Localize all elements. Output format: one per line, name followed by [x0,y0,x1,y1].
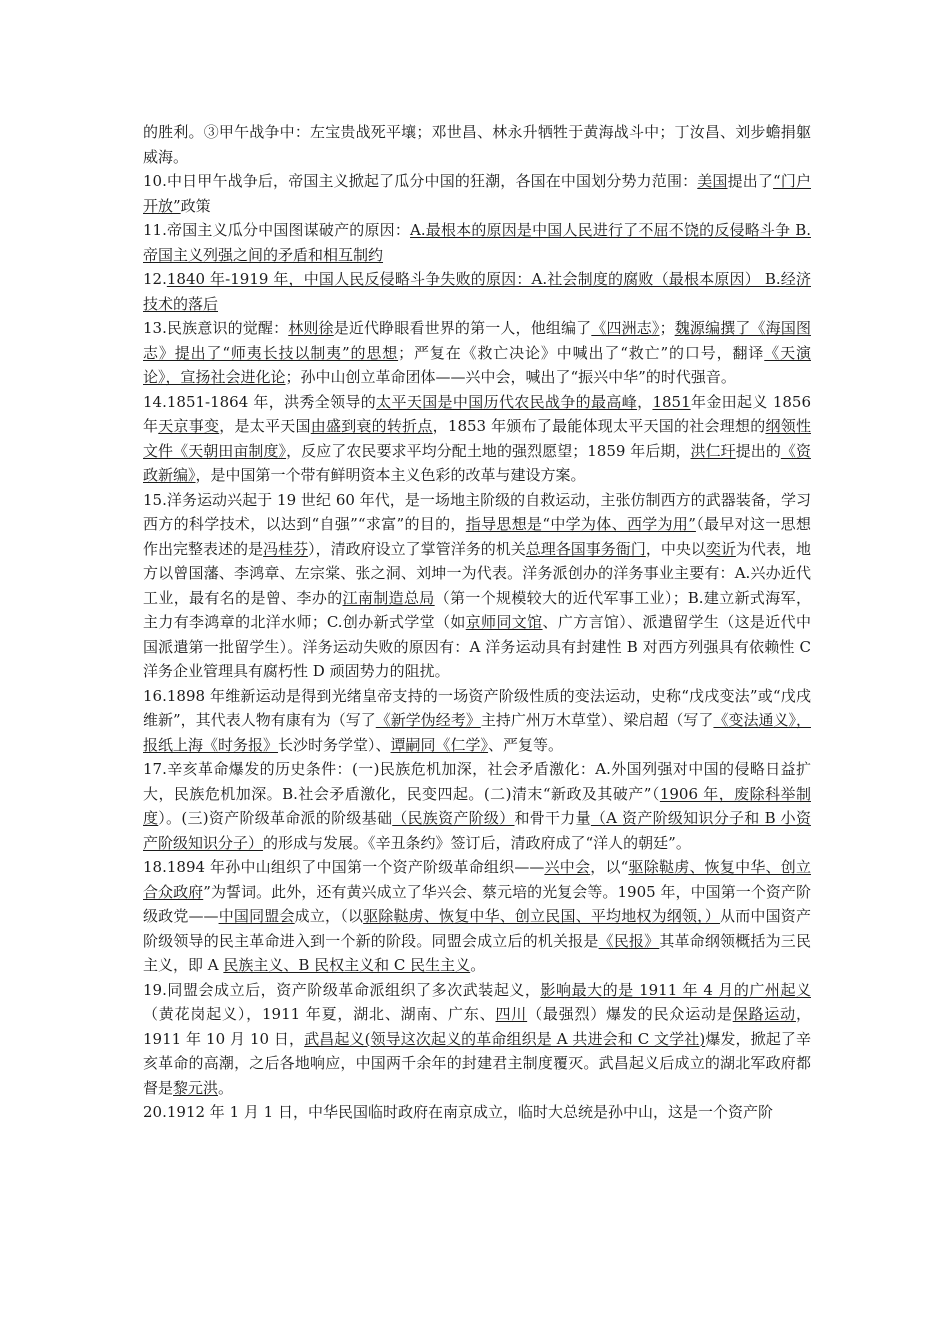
text-run: 提出了 [727,172,774,190]
text-run: 长沙时务学堂）、 [278,735,391,754]
underlined-text: （A 资产阶级知识分子和 B 小资产阶级知识分子） [143,809,811,852]
paragraph-7 [143,488,811,684]
text-run: 11.帝国主义瓜分中国图谋破产的原因： [143,221,411,239]
text-run: 的胜利。③甲午战争中：左宝贵战死平壤；邓世昌、林永升牺牲于黄海战斗中；丁汝昌、刘步蟾捐躯威海。 [143,123,811,166]
underlined-text: 谭嗣同《仁学》 [390,735,489,754]
text-run: 提出的 [735,441,781,460]
text-run: ，是太平天国 [219,417,311,435]
underlined-text: 1906 年，废除科举制度 [143,784,811,827]
underlined-text: 总理各国事务衙门 [525,539,646,558]
underlined-text: A.最根本的原因是中国人民进行了不屈不饶的反侵略斗争 B.帝国主义列强之间的矛盾和相互制约 [143,221,811,264]
underlined-text: 影响最大的是 1911 年 4 月的广州起义 [540,980,811,999]
paragraph-6 [143,390,811,488]
text-run: 政策 [180,196,211,215]
text-run: 成立，（以 [294,907,364,925]
paragraph-11 [143,978,811,1101]
underlined-text: 驱除鞑虏、恢复中华、创立合众政府 [143,858,811,901]
text-run: （最早对这一思想作出完整表述的是 [143,515,811,558]
underlined-text: 纲领性文件《天朝田亩制度》 [143,417,811,460]
text-run: 。 [218,1078,234,1097]
underlined-text: 《民报》 [598,931,660,950]
text-run: 12. [143,270,167,288]
text-run: 和骨干力量 [514,809,591,827]
text-run: 年金田起义 1856 年 [143,392,811,435]
document-page [143,120,811,1125]
text-run: ），清政府设立了掌管洋务的机关 [308,539,526,558]
underlined-text: 1851 [652,392,691,411]
text-run: ， [637,392,653,411]
text-run: 的形成与发展。《辛丑条约》签订后，清政府成了“洋人的朝廷”。 [263,833,691,852]
text-run: 18.1894 年孙中山组织了中国第一个资产阶级革命组织—— [143,858,545,876]
text-run: 19.同盟会成立后，资产阶级革命派组织了多次武装起义， [143,980,541,999]
underlined-text: “门户开放” [143,172,811,215]
underlined-text: 江南制造总局 [342,588,435,607]
underlined-text: 奕䜣 [705,539,736,558]
text-run: ，中央以 [645,539,706,558]
underlined-text: 《变法通义》，报纸上海《时务报》 [143,711,811,754]
text-run: （黄花岗起义），1911 年夏，湖北、湖南、广东、 [143,1005,496,1023]
text-run: ；孙中山创立革命团体——兴中会，喊出了“振兴中华”的时代强音。 [285,368,736,386]
text-run: ，以“ [590,858,629,876]
paragraph-1 [143,120,811,169]
underlined-text: 天京事变 [158,417,220,435]
text-run: 主持广州万木草堂）、梁启超（写了 [480,711,714,729]
underlined-text: 由盛到衰的转折点 [310,417,433,435]
text-run: 从而中国资产阶级领导的民主革命进入到一个新的阶段。同盟会成立后的机关报是 [143,907,811,950]
paragraph-2 [143,169,811,218]
underlined-text: 《四洲志》 [591,319,660,337]
underlined-text: 武昌起义(领导这次起义的革命组织是 A 共进会和 C 文学社) [304,1029,706,1048]
underlined-text: 1840 年-1919 年，中国人民反侵略斗争失败的原因：A.社会制度的腐败（最根本原因） B.经济技术的落后 [143,270,811,313]
text-run: 20.1912 年 1 月 1 日，中华民国临时政府在南京成立，临时大总统是孙中山，这是一个资产阶 [143,1103,773,1121]
text-run: ；严复在《救亡决论》中喊出了“救亡”的口号，翻译 [398,343,765,362]
text-run: 16.1898 年维新运动是得到光绪皇帝支持的一场资产阶级性质的变法运动，史称“戊戌变法”或“戊戌维新”，其代表人物有康有为（写了 [143,686,811,729]
text-run: 、严复等。 [488,735,564,754]
underlined-text: 中国同盟会 [218,907,295,925]
underlined-text: 兴中会 [544,858,591,876]
underlined-text: 民族主义、B 民权主义和 C 民生主义 [223,956,471,974]
text-run: 14.1851-1864 年，洪秀全领导的 [143,392,377,411]
text-run: 10.中日甲午战争后，帝国主义掀起了瓜分中国的狂潮，各国在中国划分势力范围： [143,172,698,190]
text-run: 17.辛亥革命爆发的历史条件：(一)民族危机加深，社会矛盾激化：A.外国列强对中国的侵略日益扩大，民族危机加深。B.社会矛盾激化，民变四起。(二)清末“新政及其破产”（ [143,760,811,803]
underlined-text: 驱除鞑虏、恢复中华、创立民国、平均地权为纲领，） [363,907,721,925]
text-run: （第一个规模较大的近代军事工业）；B.建立新式海军，主力有李鸿章的北洋水师；C.创办新式学堂（如 [143,588,811,631]
text-run: 其革命纲领概括为三民主义，即 A [143,931,811,974]
text-run: ，反应了农民要求平均分配土地的强烈愿望；1859 年后期， [286,441,691,460]
paragraph-9 [143,757,811,855]
underlined-text: 美国 [697,172,728,190]
underlined-text: 冯桂芬 [263,539,309,558]
underlined-text: 四川 [495,1005,528,1023]
underlined-text: 指导思想是“中学为体、西学为用” [465,515,696,533]
underlined-text: 《天演论》，宣扬社会进化论 [143,343,811,386]
underlined-text: 《资政新编》 [143,441,811,484]
paragraph-5 [143,316,811,390]
text-run: 是近代睁眼看世界的第一人，他组编了 [333,319,592,337]
underlined-text: （民族资产阶级） [392,809,515,827]
paragraph-10 [143,855,811,978]
underlined-text: 洪仁玕 [690,441,736,460]
text-run: 。 [470,956,486,974]
text-run: 爆发，掀起了辛亥革命的高潮，之后各地响应，中国两千余年的封建君主制度覆灭。武昌起义后成立的湖北军政府都督是 [143,1029,811,1097]
underlined-text: 林则徐 [288,319,334,337]
text-run: 15.洋务运动兴起于 19 世纪 60 年代，是一场地主阶级的自救运动，主张仿制西方的武器装备，学习西方的科学技术，以达到“自强”“求富”的目的， [143,490,811,533]
underlined-text: 黎元洪 [173,1078,219,1097]
underlined-text: 魏源编撰了《海国图志》提出了“师夷长技以制夷”的思想 [143,319,811,362]
text-run: ； [659,319,675,337]
text-run: 、广方言馆）、派遣留学生（这是近代中国派遣第一批留学生）。洋务运动失败的原因有：A 洋务运动具有封建性 B 对西方列强具有依赖性 C 洋务企业管理具有腐朽性 D 顽固势力的阻扰。 [143,613,811,680]
text-run: ，1911 年 10 月 10 日， [143,1005,811,1048]
text-run: ，1853 年颁布了最能体现太平天国的社会理想的 [432,417,766,435]
underlined-text: 太平天国是中国历代农民战争的最高峰 [376,392,638,411]
underlined-text: 《新学伪经考》 [375,711,481,729]
text-run: ”为誓词。此外，还有黄兴成立了华兴会、蔡元培的光复会等。1905 年，中国第一个资产阶级政党—— [143,882,811,925]
paragraph-4 [143,267,811,316]
paragraph-3 [143,218,811,267]
paragraph-12 [143,1100,811,1125]
underlined-text: 京师同文馆 [465,613,543,631]
text-run: （最强烈）爆发的民众运动是 [527,1005,733,1023]
text-run: ，是中国第一个带有鲜明资本主义色彩的改革与建设方案。 [195,466,586,484]
text-run: 13.民族意识的觉醒： [143,319,289,337]
text-run: ）。(三)资产阶级革命派的阶级基础 [158,809,393,827]
underlined-text: 保路运动 [732,1005,796,1023]
paragraph-8 [143,684,811,758]
text-run: 为代表，地方以曾国藩、李鸿章、左宗棠、张之洞、刘坤一为代表。洋务派创办的洋务事业主要有：A.兴办近代工业，最有名的是曾、李办的 [143,539,811,607]
